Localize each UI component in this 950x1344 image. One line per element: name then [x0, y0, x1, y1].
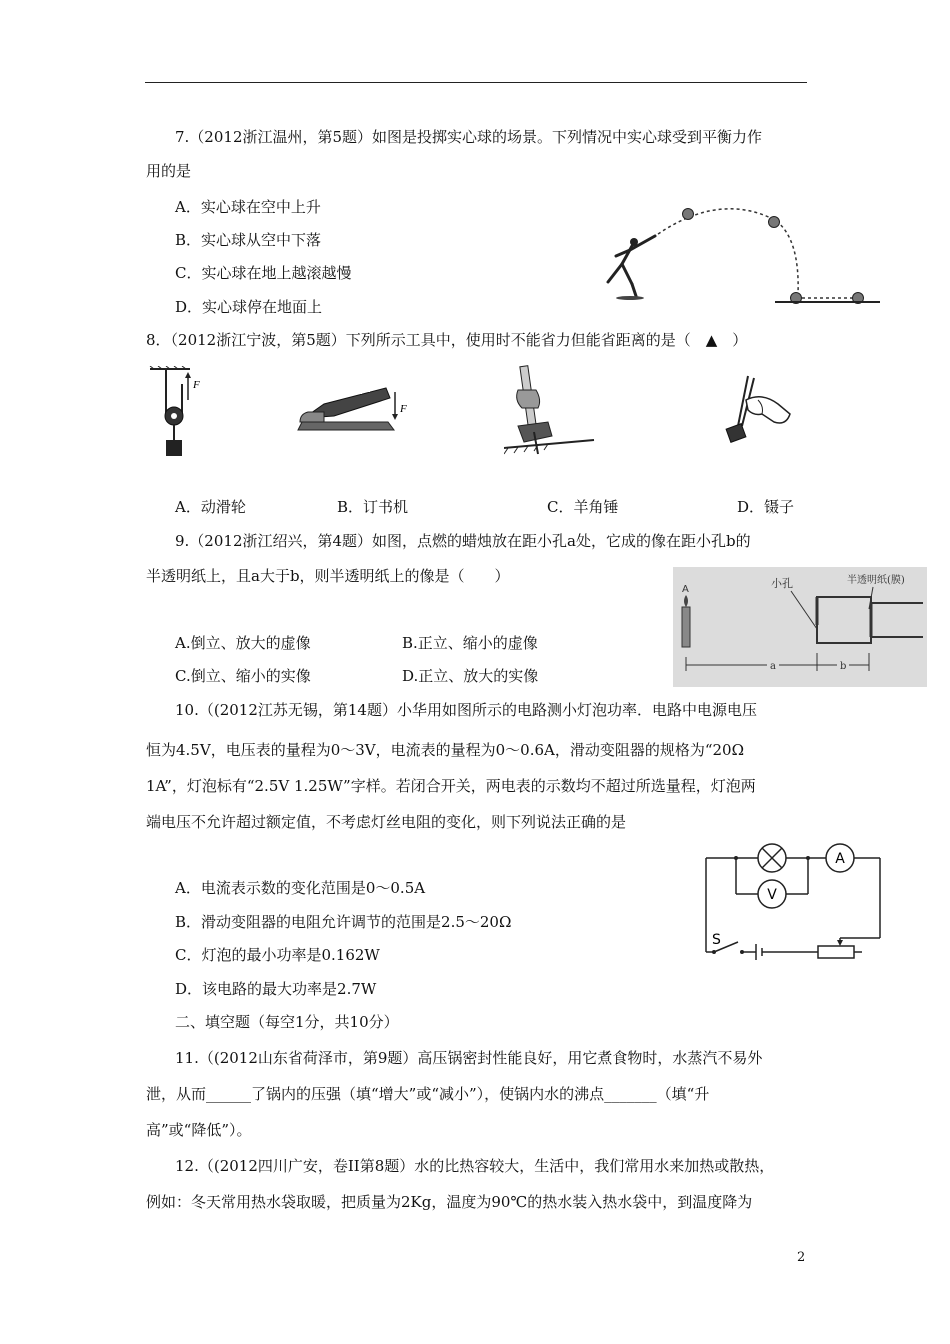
switch-label: S	[712, 932, 721, 948]
q7-stem-line1: 7.（2012浙江温州，第5题）如图是投掷实心球的场景。下列情况中实心球受到平衡力作	[175, 128, 763, 146]
q11-line2: 泄，从而______了锅内的压强（填“增大”或“减小”），使锅内水的沸点_______（填“升	[146, 1085, 710, 1103]
tweezers-figure	[718, 370, 794, 456]
shot-put-figure	[600, 198, 885, 304]
q10-option-a: A．电流表示数的变化范围是0～0.5A	[175, 879, 426, 897]
q7-option-c: C．实心球在地上越滚越慢	[175, 264, 352, 282]
q7-option-a: A．实心球在空中上升	[175, 198, 321, 216]
circuit-diagram	[698, 842, 884, 966]
q8-option-a: A．动滑轮	[175, 498, 246, 516]
q9-option-d: D.正立、放大的实像	[402, 667, 539, 685]
q9-stem-line1: 9.（2012浙江绍兴，第4题）如图，点燃的蜡烛放在距小孔a处，它成的像在距小孔b的	[175, 532, 751, 550]
q7-stem-line2: 用的是	[146, 162, 192, 180]
q10-stem-line3: 1A”，灯泡标有“2.5V 1.25W”字样。若闭合开关，两电表的示数均不超过所选量程，灯泡两	[146, 777, 756, 795]
screen-label: 半透明纸(膜)	[847, 575, 905, 586]
distance-a-label: a	[770, 661, 776, 672]
header-rule	[145, 82, 807, 83]
q11-line3: 高”或“降低”）。	[146, 1121, 252, 1139]
q7-option-d: D．实心球停在地面上	[175, 298, 323, 316]
section-title: 二、填空题（每空1分，共10分）	[175, 1013, 399, 1031]
stapler-force-label: F	[400, 403, 407, 415]
voltmeter-label: V	[767, 887, 777, 903]
stapler-figure	[294, 378, 414, 438]
q12-line2: 例如：冬天常用热水袋取暖，把质量为2Kg，温度为90℃的热水装入热水袋中，到温度降为	[146, 1193, 753, 1211]
q10-option-b: B．滑动变阻器的电阻允许调节的范围是2.5～20Ω	[175, 913, 512, 931]
q9-option-b: B.正立、缩小的虚像	[402, 634, 538, 652]
pinhole-label: 小孔	[771, 577, 793, 590]
q10-option-d: D．该电路的最大功率是2.7W	[175, 980, 377, 998]
q10-stem-line2: 恒为4.5V，电压表的量程为0～3V，电流表的量程为0～0.6A，滑动变阻器的规格为“20Ω	[146, 741, 745, 759]
candle-label: A	[682, 584, 689, 595]
claw-hammer-figure	[504, 362, 596, 460]
pinhole-camera-figure	[673, 567, 927, 687]
lamp-symbol	[758, 844, 786, 872]
movable-pulley-figure	[146, 366, 206, 461]
distance-b-label: b	[840, 661, 847, 672]
q8-option-c: C．羊角锤	[547, 498, 619, 516]
q9-stem-line2: 半透明纸上，且a大于b，则半透明纸上的像是（ ）	[146, 567, 510, 585]
q8-option-b: B．订书机	[337, 498, 409, 516]
q12-line1: 12.（(2012四川广安，卷II第8题）水的比热容较大，生活中，我们常用水来加热或散热，	[175, 1157, 775, 1175]
q8-option-d: D．镊子	[737, 498, 795, 516]
q10-stem-line1: 10.（(2012江苏无锡，第14题）小华用如图所示的电路测小灯泡功率．电路中电源电压	[175, 701, 757, 719]
q8-stem: 8．（2012浙江宁波，第5题）下列所示工具中，使用时不能省力但能省距离的是（ ▲ ）	[146, 331, 748, 349]
q7-option-b: B．实心球从空中下落	[175, 231, 322, 249]
q9-option-a: A.倒立、放大的虚像	[175, 634, 311, 652]
q10-option-c: C．灯泡的最小功率是0.162W	[175, 946, 380, 964]
page-number: 2	[797, 1250, 806, 1265]
pulley-force-label: F	[193, 379, 200, 391]
q9-option-c: C.倒立、缩小的实像	[175, 667, 311, 685]
q10-stem-line4: 端电压不允许超过额定值，不考虑灯丝电阻的变化，则下列说法正确的是	[146, 813, 627, 831]
q11-line1: 11.（(2012山东省荷泽市，第9题）高压锅密封性能良好，用它煮食物时，水蒸汽不易外	[175, 1049, 763, 1067]
ammeter-label: A	[835, 851, 845, 867]
